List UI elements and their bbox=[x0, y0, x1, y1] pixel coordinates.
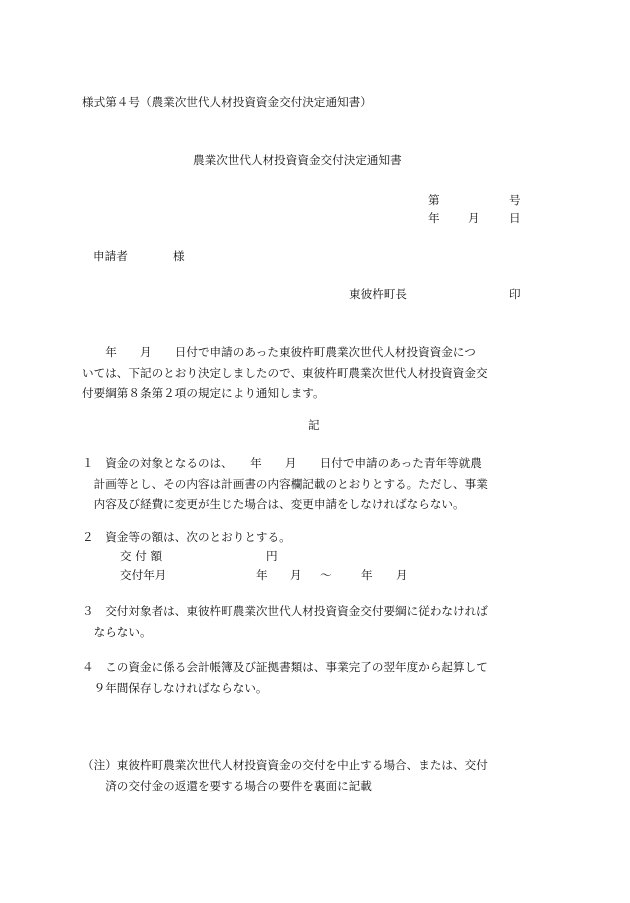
item-line: 内容及び経費に変更が生じた場合は、変更申請をしなければならない。 bbox=[82, 497, 465, 511]
item-3 bbox=[82, 601, 488, 642]
item-line: ならない。 bbox=[82, 624, 152, 639]
item-line: 計画等とし、その内容は計画書の内容欄記載のとおりとする。ただし、事業 bbox=[82, 476, 488, 491]
form-label: 様式第４号（農業次世代人材投資資金交付決定通知書） bbox=[82, 95, 372, 109]
item-line: １ 資金の対象となるのは、 年 月 日付で申請のあった青年等就農 bbox=[82, 456, 482, 470]
period-from-month: 月 bbox=[290, 568, 302, 582]
amount-yen: 円 bbox=[266, 549, 278, 563]
applicant-honorific: 様 bbox=[173, 249, 185, 263]
date-day: 日 bbox=[509, 211, 521, 225]
date-month: 月 bbox=[468, 211, 480, 225]
period-label: 交付年月 bbox=[120, 568, 167, 582]
item-line: ４ この資金に係る会計帳簿及び証拠書類は、事業完了の翌年度から起算して bbox=[82, 660, 488, 674]
item-1 bbox=[82, 453, 488, 515]
item-2 bbox=[82, 527, 291, 548]
number-suffix: 号 bbox=[509, 193, 521, 207]
intro-line: いては、下記のとおり決定しましたので、東彼杵町農業次世代人材投資資金交 bbox=[82, 365, 488, 380]
issuer-name: 東彼杵町長 bbox=[349, 287, 407, 301]
intro-paragraph bbox=[82, 342, 488, 404]
amount-label: 交 付 額 bbox=[120, 549, 163, 563]
document-title: 農業次世代人材投資資金交付決定通知書 bbox=[193, 153, 402, 167]
note-paragraph bbox=[82, 755, 488, 796]
note-line: （注）東彼杵町農業次世代人材投資資金の交付を中止する場合、または、交付 bbox=[82, 758, 488, 772]
period-from-year: 年 bbox=[256, 568, 268, 582]
ki-heading: 記 bbox=[308, 418, 320, 432]
period-to-year: 年 bbox=[361, 568, 373, 582]
item-line: ９年間保存しなければならない。 bbox=[82, 680, 268, 695]
applicant-label: 申請者 bbox=[93, 249, 128, 263]
number-prefix: 第 bbox=[428, 193, 440, 207]
item-line: ３ 交付対象者は、東彼杵町農業次世代人材投資資金交付要綱に従わなければ bbox=[82, 604, 488, 618]
period-tilde: ～ bbox=[320, 568, 332, 582]
date-year: 年 bbox=[428, 211, 440, 225]
intro-line: 年 月 日付で申請のあった東彼杵町農業次世代人材投資資金につ bbox=[82, 345, 476, 359]
seal-mark: 印 bbox=[509, 287, 521, 301]
intro-line: 付要綱第８条第２項の規定により通知します。 bbox=[82, 386, 325, 400]
note-line: 済の交付金の返還を要する場合の要件を裏面に記載 bbox=[82, 778, 372, 793]
period-to-month: 月 bbox=[396, 568, 408, 582]
item-line: ２ 資金等の額は、次のとおりとする。 bbox=[82, 530, 291, 544]
item-4 bbox=[82, 657, 488, 698]
